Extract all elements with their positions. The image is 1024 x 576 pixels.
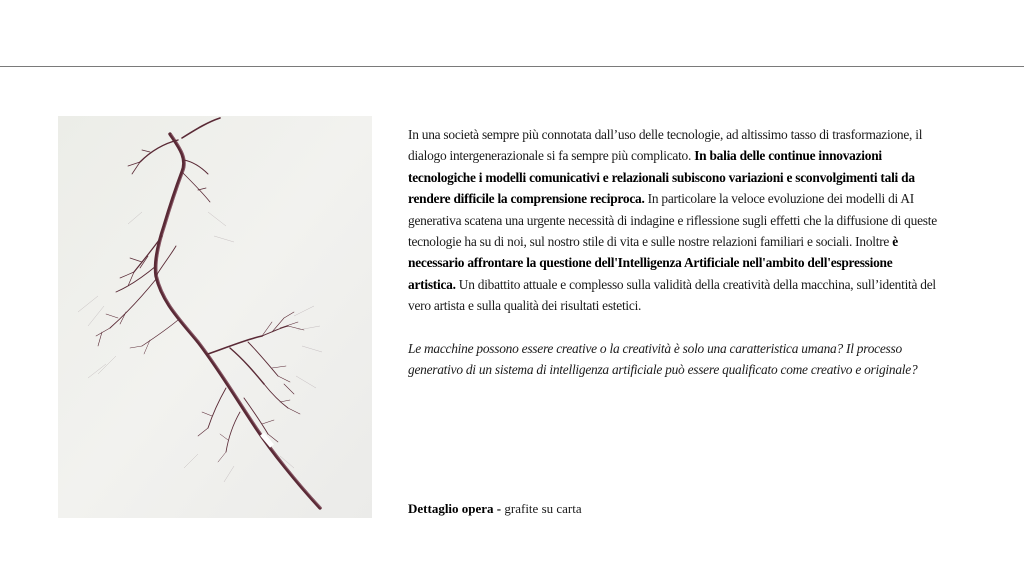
top-divider [0, 66, 1024, 67]
body-text [408, 124, 943, 380]
caption-label: Dettaglio opera - [408, 501, 502, 516]
artwork-image [58, 116, 372, 518]
intro-text-1: In una società sempre più connotata dall’uso delle tecnologie, ad altissimo tasso di trasformazione, il dialogo intergenerazionale si fa sempre più complicato. [408, 127, 923, 164]
branch-drawing [58, 116, 372, 518]
intro-bold-1: In balia delle continue innovazioni tecnologiche i modelli comunicativi e relazionali subiscono variazioni e sconvolgimenti tali da rendere difficile la comprensione reciproca. [408, 148, 915, 207]
intro-bold-2: è necessario affrontare la questione dell'Intelligenza Artificiale nell'ambito dell'espressione artistica. [408, 234, 898, 292]
question-paragraph: Le macchine possono essere creative o la creatività è solo una caratteristica umana? Il processo generativo di un sistema di intelligenza artificiale può essere qualificato come creativo e originale? [408, 340, 918, 378]
intro-text-3: Un dibattito attuale e complesso sulla validità della creatività della macchina, sull’identità del vero artista e sulla qualità dei risultati estetici. [408, 276, 936, 314]
intro-text-2: In particolare la veloce evoluzione dei modelli di AI generativa scatena una urgente necessità di indagine e riflessione sugli effetti che la diffusione di queste tecnologie ha su di noi, sul nostro stile di vita e sulle nostre relazioni familiari e sociali. Inoltre [408, 191, 937, 250]
artwork-caption [408, 500, 582, 518]
caption-medium: grafite su carta [501, 501, 582, 516]
intro-paragraph [408, 124, 943, 317]
